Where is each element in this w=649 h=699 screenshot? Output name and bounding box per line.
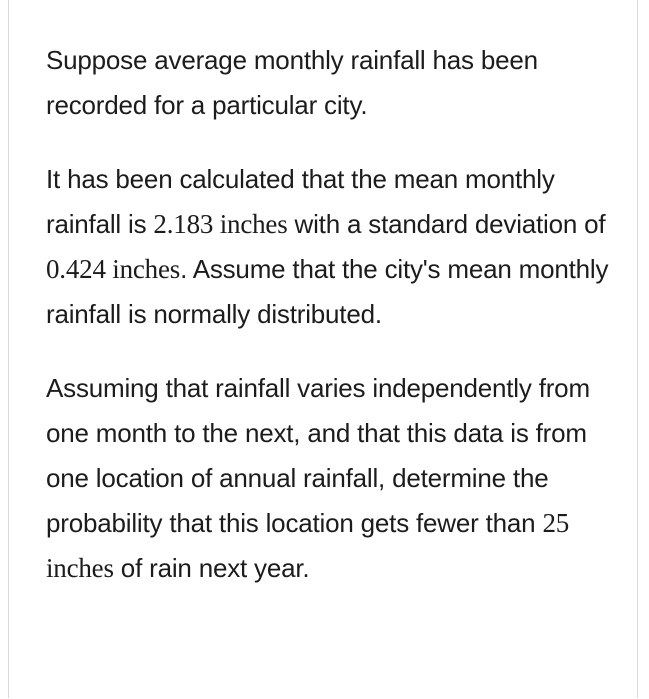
mean-value: 2.183 inches	[153, 209, 288, 239]
paragraph-statistics	[46, 157, 636, 337]
paragraph-intro: Suppose average monthly rainfall has been recorded for a particular city.	[46, 45, 538, 120]
standard-deviation-value: 0.424 inches	[46, 254, 181, 284]
threshold-value: 25 inches	[46, 508, 570, 583]
problem-text	[46, 38, 636, 591]
document-card	[8, 0, 638, 698]
stats-text-1: It has been calculated that the mean monthly rainfall is	[46, 164, 555, 239]
stats-text-2: with a standard deviation of	[287, 209, 606, 239]
question-text-2: of rain next year.	[113, 553, 310, 583]
stats-text-3: . Assume that the city's mean monthly rainfall is normally distributed.	[46, 254, 609, 329]
question-text-1: Assuming that rainfall varies independently from one month to the next, and that this data is from one location of annual rainfall, determine the probability that this location gets fewer than	[46, 373, 590, 538]
paragraph-question	[46, 366, 636, 591]
